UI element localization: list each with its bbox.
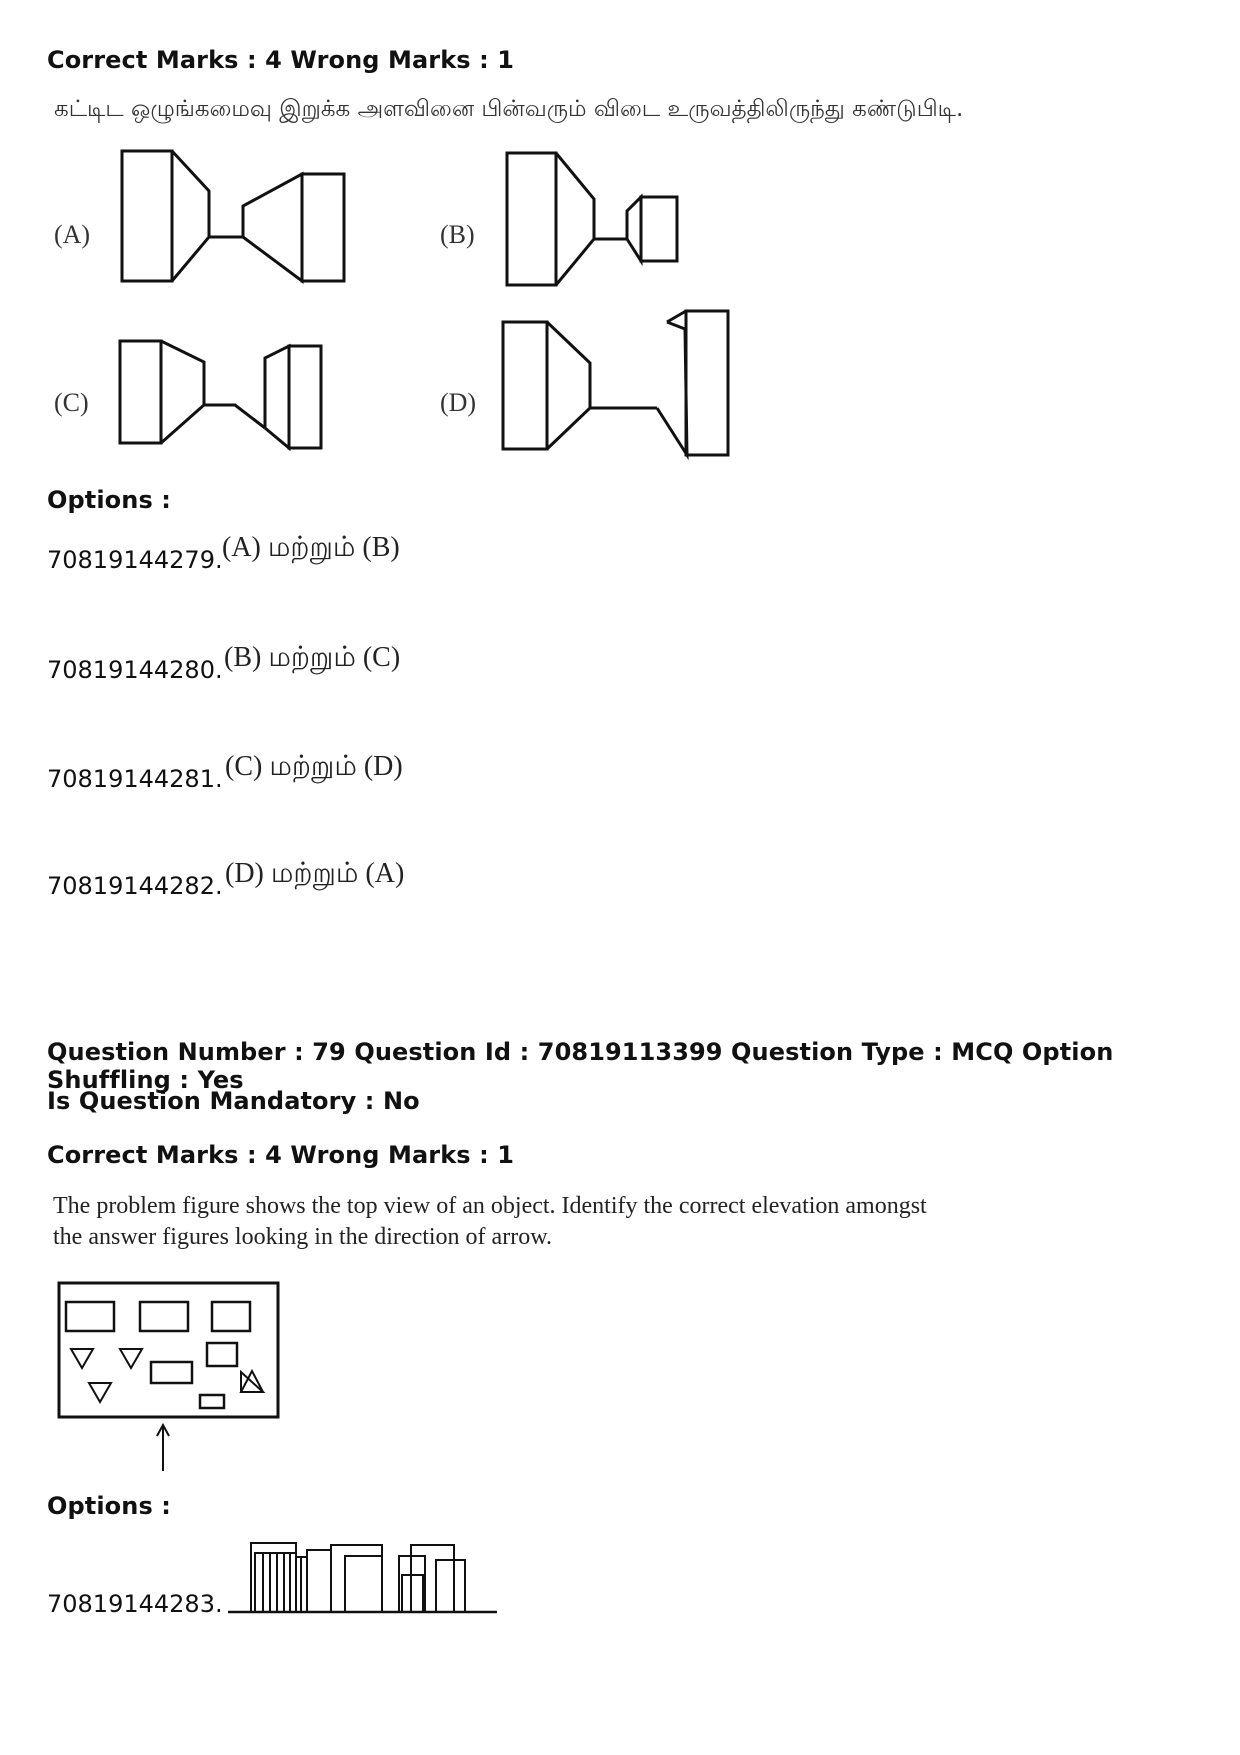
option-text: (B) மற்றும் (C) xyxy=(224,642,401,673)
q79-question-line2: the answer figures looking in the direction of arrow. xyxy=(53,1224,552,1250)
figure-label-a: (A) xyxy=(54,220,91,249)
q79-mandatory: Is Question Mandatory : No xyxy=(47,1087,420,1115)
q79-info: Question Number : 79 Question Id : 70819113399 Question Type : MCQ Option Shuffling : Yes xyxy=(47,1038,1114,1094)
option-id: 70819144279. xyxy=(47,546,223,574)
figure-label-d: (D) xyxy=(440,388,477,417)
q78-options-label: Options : xyxy=(47,486,171,514)
q79-options-label: Options : xyxy=(47,1492,171,1520)
q79-marks: Correct Marks : 4 Wrong Marks : 1 xyxy=(47,1141,515,1169)
option-text: (C) மற்றும் (D) xyxy=(225,751,403,782)
option-id: 70819144282. xyxy=(47,872,223,900)
q79-question-line1: The problem figure shows the top view of an object. Identify the correct elevation amongst xyxy=(53,1193,927,1219)
option-text: (A) மற்றும் (B) xyxy=(222,532,400,563)
figure-label-c: (C) xyxy=(54,388,89,417)
option-id: 70819144280. xyxy=(47,656,223,684)
option-text: (D) மற்றும் (A) xyxy=(225,858,405,889)
q78-question-text: கட்டிட ஒழுங்கமைவு இறுக்க அளவினை பின்வரும் விடை உருவத்திலிருந்து கண்டுபிடி. xyxy=(54,96,964,122)
option-id: 70819144283. xyxy=(47,1590,223,1618)
q78-marks: Correct Marks : 4 Wrong Marks : 1 xyxy=(47,46,515,74)
figure-label-b: (B) xyxy=(440,220,475,249)
option-id: 70819144281. xyxy=(47,765,223,793)
